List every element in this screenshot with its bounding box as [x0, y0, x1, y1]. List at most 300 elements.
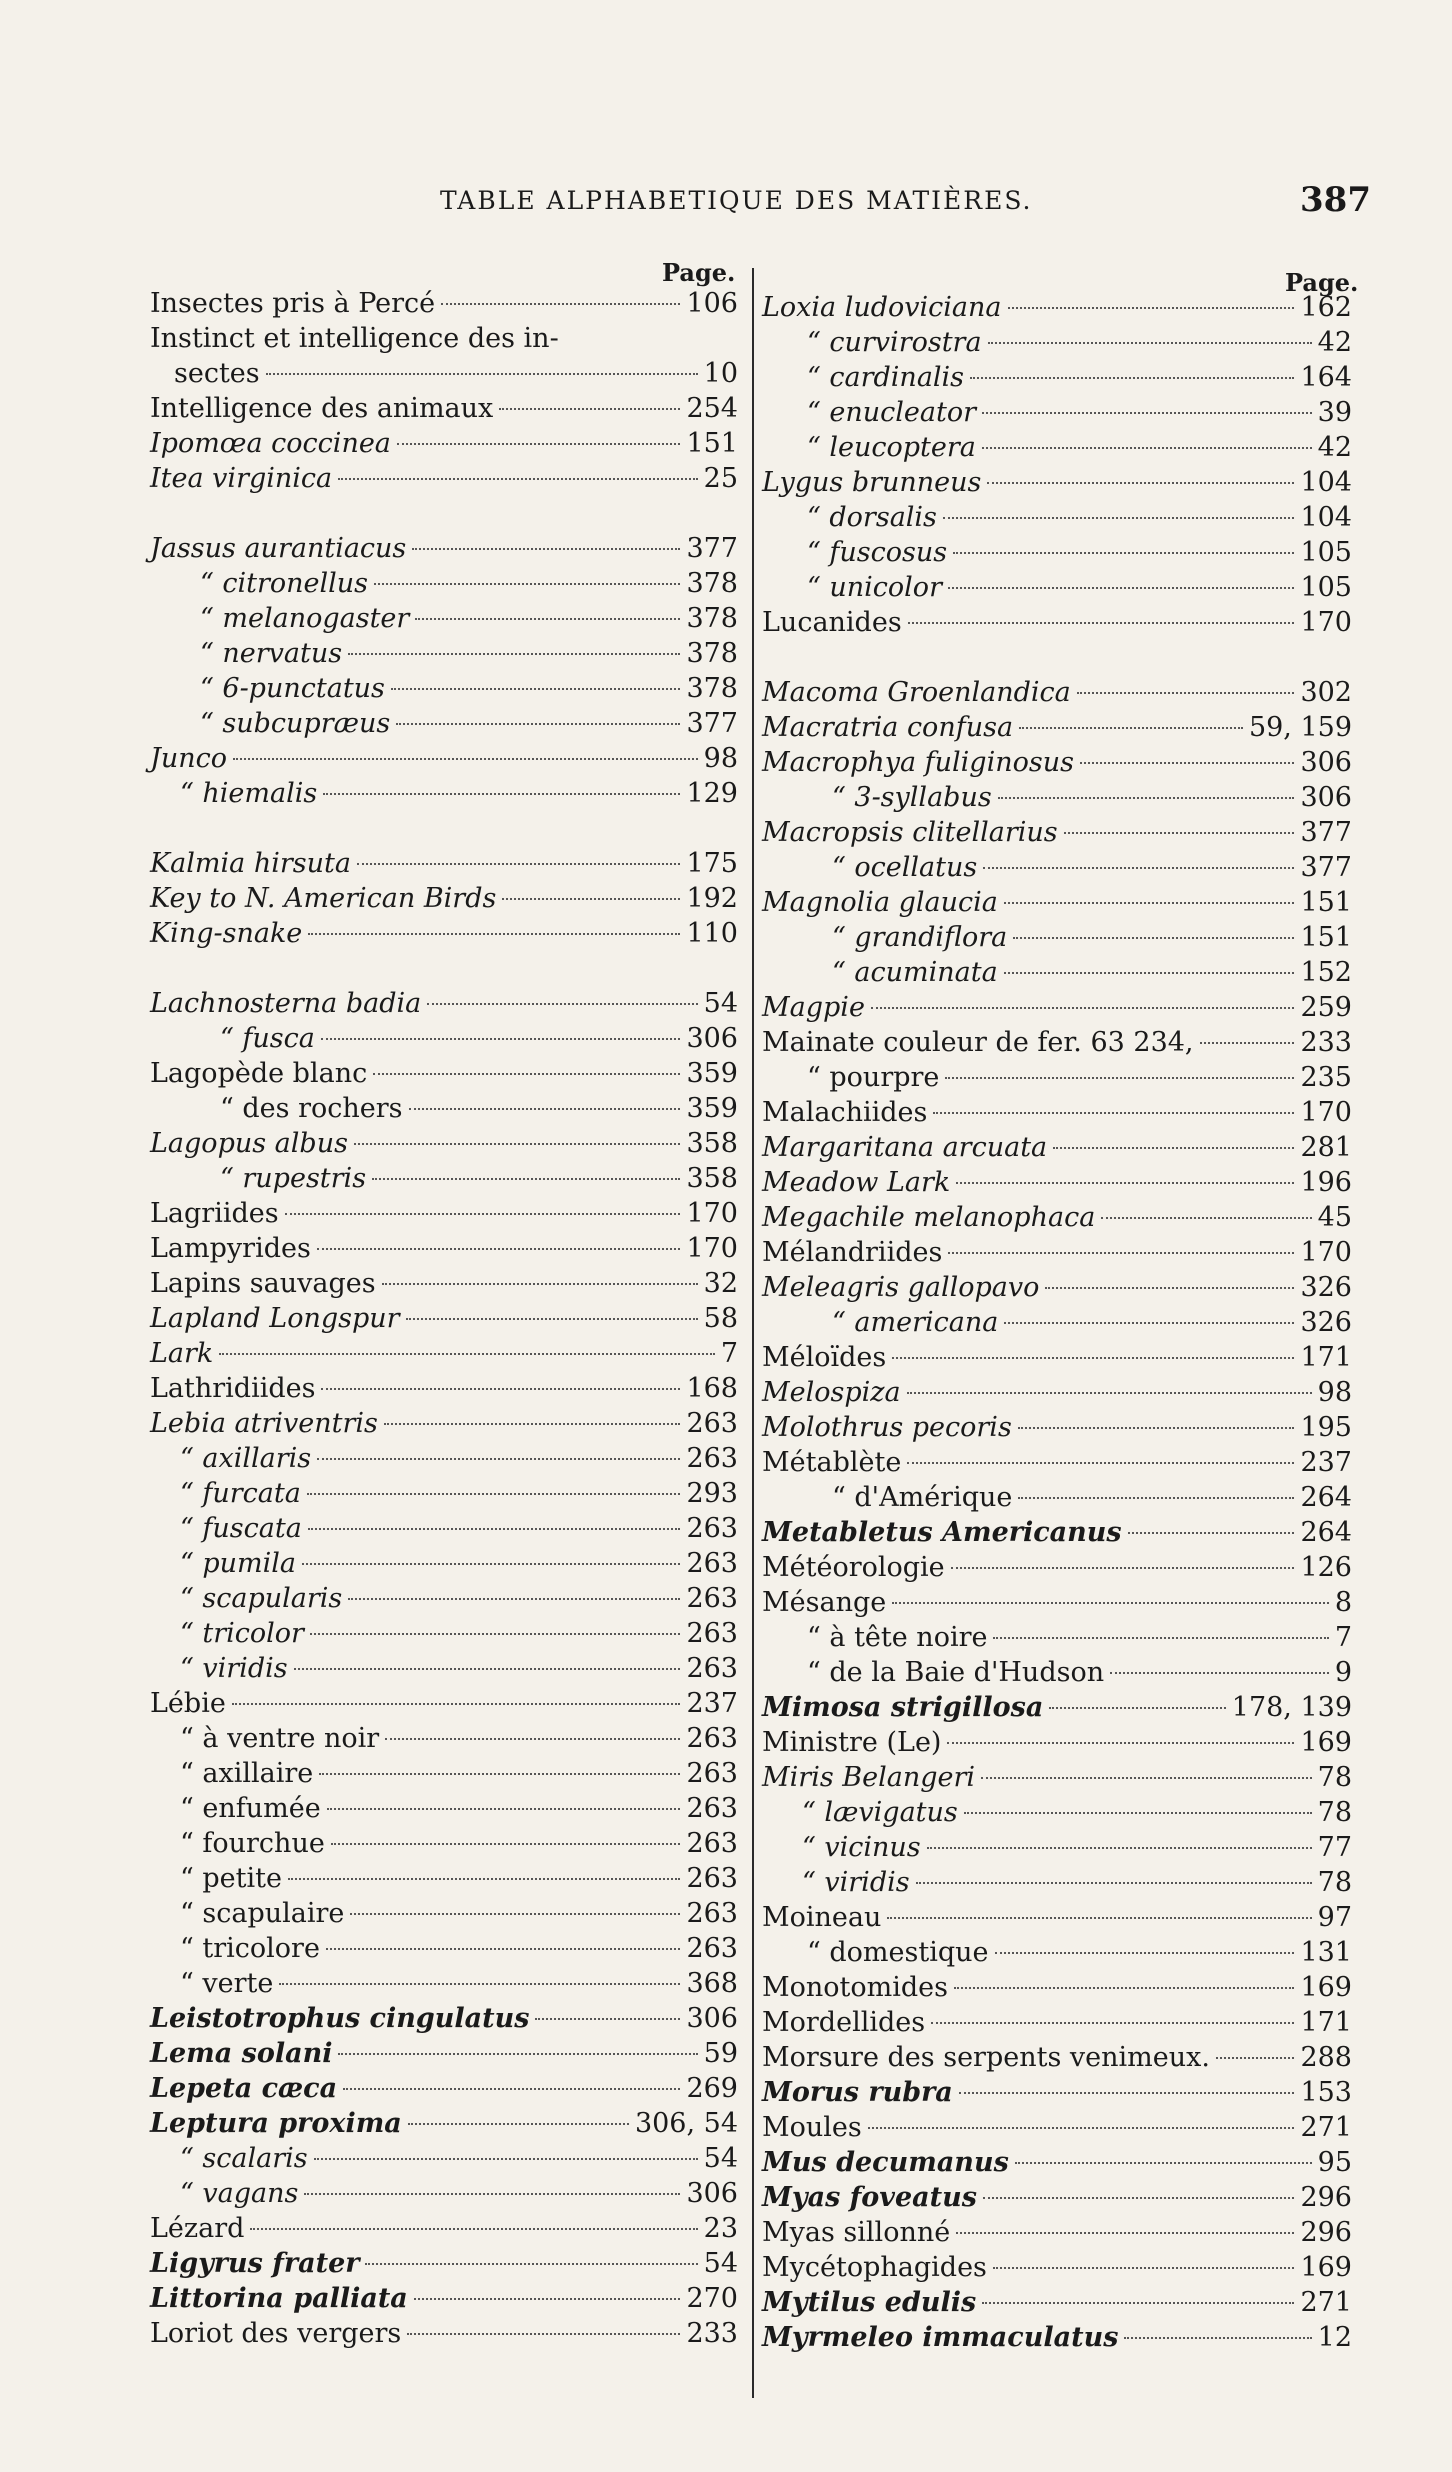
- dot-leader: [983, 867, 1294, 869]
- entry-page: 98: [703, 743, 738, 774]
- index-entry: [762, 1410, 1352, 1445]
- entry-page: 359: [686, 1093, 738, 1124]
- dot-leader: [323, 793, 680, 795]
- dot-leader: [953, 552, 1294, 554]
- dot-leader: [1077, 692, 1295, 694]
- dot-leader: [998, 797, 1295, 799]
- dot-leader: [1015, 2162, 1312, 2164]
- dot-leader: [1004, 902, 1295, 904]
- entry-page: 129: [686, 778, 738, 809]
- entry-term: Lathridiides: [150, 1373, 316, 1404]
- entry-page: 378: [686, 638, 738, 669]
- index-entry: [762, 1200, 1352, 1235]
- dot-leader: [868, 2127, 1295, 2129]
- dot-leader: [1080, 762, 1295, 764]
- entry-page: 59, 159: [1248, 712, 1352, 743]
- entry-page: 263: [686, 1758, 738, 1789]
- dot-leader: [1200, 1042, 1295, 1044]
- dot-leader: [412, 548, 680, 550]
- index-entry: [150, 846, 738, 881]
- entry-term: Malachiides: [762, 1097, 928, 1128]
- dot-leader: [373, 1073, 680, 1075]
- entry-page: 263: [686, 1898, 738, 1929]
- index-entry: [150, 1476, 738, 1511]
- dot-leader: [983, 2197, 1294, 2199]
- entry-term: Morus rubra: [762, 2077, 953, 2108]
- index-entry: [150, 1406, 738, 1441]
- entry-page: 104: [1300, 467, 1352, 498]
- entry-term: “ viridis: [180, 1653, 288, 1684]
- index-entry: [150, 881, 738, 916]
- dot-leader: [993, 1637, 1328, 1639]
- entry-term: Mésange: [762, 1587, 887, 1618]
- dot-leader: [995, 1952, 1295, 1954]
- entry-page: 12: [1317, 2322, 1352, 2353]
- dot-leader: [1110, 1672, 1329, 1674]
- entry-page: 271: [1300, 2287, 1352, 2318]
- dot-leader: [307, 1493, 681, 1495]
- entry-page: 10: [703, 358, 738, 389]
- dot-leader: [1053, 1147, 1294, 1149]
- entry-term: “ à tête noire: [807, 1622, 988, 1653]
- entry-term: Key to N. American Birds: [150, 883, 497, 914]
- index-entry: [762, 2145, 1352, 2180]
- entry-term: Miris Belangeri: [762, 1762, 976, 1793]
- dot-leader: [948, 1252, 1294, 1254]
- dot-leader: [892, 1602, 1329, 1604]
- index-entry: [762, 1725, 1352, 1760]
- dot-leader: [304, 2193, 680, 2195]
- dot-leader: [970, 377, 1294, 379]
- dot-leader: [987, 482, 1294, 484]
- index-entry: [150, 1966, 738, 2001]
- entry-page: 281: [1300, 1132, 1352, 1163]
- index-entry: [762, 1060, 1352, 1095]
- entry-page: 104: [1300, 502, 1352, 533]
- entry-page: 7: [1334, 1622, 1352, 1653]
- dot-leader: [232, 1703, 681, 1705]
- entry-page: 178, 139: [1231, 1692, 1352, 1723]
- index-entry: [762, 2320, 1352, 2355]
- entry-term: “ fuscosus: [807, 537, 948, 568]
- entry-term: King-snake: [150, 918, 303, 949]
- dot-leader: [1013, 937, 1294, 939]
- index-entry: [150, 2036, 738, 2071]
- dot-leader: [338, 478, 698, 480]
- index-entry: [150, 1791, 738, 1826]
- index-entry: [150, 2141, 738, 2176]
- index-entry: [762, 2040, 1352, 2075]
- entry-page: 8: [1334, 1587, 1352, 1618]
- index-entry: [150, 986, 738, 1021]
- index-entry: [150, 2001, 738, 2036]
- entry-page: 293: [686, 1478, 738, 1509]
- entry-term: Lagopus albus: [150, 1128, 348, 1159]
- entry-term: “ tricolor: [180, 1618, 304, 1649]
- index-entry: [150, 1161, 738, 1196]
- entry-page: 263: [686, 1548, 738, 1579]
- entry-page: 54: [703, 2248, 738, 2279]
- dot-leader: [348, 1598, 680, 1600]
- dot-leader: [988, 342, 1312, 344]
- index-entry: [150, 1371, 738, 1406]
- entry-term: Mycétophagides: [762, 2252, 987, 2283]
- dot-leader: [948, 587, 1294, 589]
- entry-term: Ministre (Le): [762, 1727, 942, 1758]
- dot-leader: [385, 1738, 680, 1740]
- entry-page: 97: [1317, 1902, 1352, 1933]
- index-entry: [762, 1340, 1352, 1375]
- index-entry: [762, 1690, 1352, 1725]
- entry-term: “ rupestris: [220, 1163, 367, 1194]
- entry-term: “ à ventre noir: [180, 1723, 380, 1754]
- dot-leader: [302, 1563, 680, 1565]
- entry-page: 45: [1317, 1202, 1352, 1233]
- index-entry: [150, 1126, 738, 1161]
- dot-leader: [956, 2232, 1294, 2234]
- index-entry: [762, 2215, 1352, 2250]
- index-entry: [762, 1095, 1352, 1130]
- index-entry: [150, 1721, 738, 1756]
- entry-page: 42: [1317, 327, 1352, 358]
- entry-page: 263: [686, 1583, 738, 1614]
- entry-term: “ 3-syllabus: [832, 782, 992, 813]
- index-entry: [150, 1896, 738, 1931]
- index-entry: [150, 1756, 738, 1791]
- index-entry: [150, 671, 738, 706]
- dot-leader: [892, 1357, 1294, 1359]
- entry-term: “ 6-punctatus: [200, 673, 385, 704]
- index-entry: [762, 1235, 1352, 1270]
- entry-page: 170: [1300, 1097, 1352, 1128]
- index-entry: [762, 745, 1352, 780]
- entry-page: 233: [686, 2318, 738, 2349]
- entry-term: “ axillaris: [180, 1443, 312, 1474]
- entry-page: 263: [686, 1933, 738, 1964]
- dot-leader: [279, 1983, 680, 1985]
- entry-page: 302: [1300, 677, 1352, 708]
- entry-term: “ unicolor: [807, 572, 942, 603]
- entry-page: 306: [1300, 747, 1352, 778]
- entry-page: 263: [686, 1828, 738, 1859]
- index-entry: [150, 1581, 738, 1616]
- entry-term: Itea virginica: [150, 463, 333, 494]
- index-entry: [150, 916, 738, 951]
- entry-page: 358: [686, 1163, 738, 1194]
- dot-leader: [1008, 307, 1295, 309]
- entry-page: 377: [1300, 817, 1352, 848]
- entry-page: 306: [686, 2003, 738, 2034]
- index-entry: [762, 815, 1352, 850]
- index-entry: [150, 2246, 738, 2281]
- entry-page: 153: [1300, 2077, 1352, 2108]
- entry-term: Leistotrophus cingulatus: [150, 2003, 530, 2034]
- entry-page: 151: [1300, 887, 1352, 918]
- index-entry: [150, 1441, 738, 1476]
- entry-term: “ viridis: [802, 1867, 910, 1898]
- entry-term: Lebia atriventris: [150, 1408, 378, 1439]
- entry-term: Morsure des serpents venimeux.: [762, 2042, 1210, 2073]
- dot-leader: [308, 1528, 681, 1530]
- entry-term: Margaritana arcuata: [762, 1132, 1048, 1163]
- dot-leader: [266, 373, 698, 375]
- entry-term: “ cardinalis: [807, 362, 965, 393]
- entry-term: “ verte: [180, 1968, 274, 1999]
- entry-term: “ enfumée: [180, 1793, 321, 1824]
- dot-leader: [414, 2298, 681, 2300]
- dot-leader: [502, 898, 680, 900]
- dot-leader: [319, 1773, 680, 1775]
- dot-leader: [396, 723, 680, 725]
- entry-page: 306: [686, 2178, 738, 2209]
- entry-term: Insectes pris à Percé: [150, 288, 436, 319]
- entry-page: 264: [1300, 1517, 1352, 1548]
- index-entry: [150, 2316, 738, 2351]
- entry-term: Littorina palliata: [150, 2283, 408, 2314]
- entry-term: Myrmeleo immaculatus: [762, 2322, 1119, 2353]
- entry-page: 54: [703, 988, 738, 1019]
- page-title: TABLE ALPHABETIQUE DES MATIÈRES.: [440, 186, 1033, 215]
- entry-term: Instinct et intelligence des in-: [150, 323, 559, 354]
- entry-page: 326: [1300, 1307, 1352, 1338]
- entry-term: Météorologie: [762, 1552, 945, 1583]
- entry-term: Meleagris gallopavo: [762, 1272, 1040, 1303]
- index-entry: [762, 1795, 1352, 1830]
- index-entry: [150, 2071, 738, 2106]
- entry-page: 270: [686, 2283, 738, 2314]
- entry-term: “ petite: [180, 1863, 282, 1894]
- entry-page: 263: [686, 1618, 738, 1649]
- entry-page: 42: [1317, 432, 1352, 463]
- dot-leader: [348, 653, 680, 655]
- entry-term: “ subcupræus: [200, 708, 391, 739]
- index-entry: [762, 2285, 1352, 2320]
- entry-page: 378: [686, 603, 738, 634]
- entry-term: Magpie: [762, 992, 865, 1023]
- entry-term: Myas sillonné: [762, 2217, 951, 2248]
- dot-leader: [409, 1108, 681, 1110]
- entry-page: 171: [1300, 1342, 1352, 1373]
- dot-leader: [907, 1392, 1312, 1394]
- entry-page: 263: [686, 1793, 738, 1824]
- entry-page: 233: [1300, 1027, 1352, 1058]
- column-divider: [752, 268, 754, 2398]
- entry-page: 7: [720, 1338, 738, 1369]
- entry-page: 23: [703, 2213, 738, 2244]
- entry-page: 263: [686, 1653, 738, 1684]
- index-entry: [150, 776, 738, 811]
- entry-page: 95: [1317, 2147, 1352, 2178]
- index-entry: [762, 1655, 1352, 1690]
- entry-term: Métablète: [762, 1447, 902, 1478]
- dot-leader: [308, 933, 680, 935]
- entry-page: 306: [1300, 782, 1352, 813]
- index-entry: [150, 1231, 738, 1266]
- entry-page: 254: [686, 393, 738, 424]
- page-number: 387: [1300, 180, 1371, 220]
- dot-leader: [1128, 1532, 1295, 1534]
- entry-page: 169: [1300, 1727, 1352, 1758]
- entry-page: 169: [1300, 2252, 1352, 2283]
- dot-leader: [326, 1948, 681, 1950]
- entry-term: sectes: [174, 358, 260, 389]
- dot-leader: [1004, 972, 1295, 974]
- dot-leader: [956, 1182, 1294, 1184]
- entry-term: Lézard: [150, 2213, 245, 2244]
- dot-leader: [927, 1847, 1312, 1849]
- index-entry: [150, 321, 738, 356]
- entry-page: 358: [686, 1128, 738, 1159]
- entry-page: 171: [1300, 2007, 1352, 2038]
- index-entry: [762, 1550, 1352, 1585]
- entry-term: “ fuscata: [180, 1513, 302, 1544]
- entry-term: “ hiemalis: [180, 778, 318, 809]
- index-entry: [150, 1511, 738, 1546]
- entry-term: Meadow Lark: [762, 1167, 951, 1198]
- entry-term: “ pumila: [180, 1548, 297, 1579]
- dot-leader: [1018, 1427, 1295, 1429]
- dot-leader: [871, 1007, 1295, 1009]
- entry-term: Melospiza: [762, 1377, 901, 1408]
- entry-page: 271: [1300, 2112, 1352, 2143]
- dot-leader: [499, 408, 680, 410]
- index-entry: [762, 535, 1352, 570]
- index-entry: [150, 356, 738, 391]
- index-entry: [150, 1196, 738, 1231]
- entry-page: 9: [1334, 1657, 1352, 1688]
- dot-leader: [1101, 1217, 1311, 1219]
- entry-page: 263: [686, 1863, 738, 1894]
- entry-page: 170: [686, 1198, 738, 1229]
- entry-term: Lema solani: [150, 2038, 333, 2069]
- right-column-header: Page.: [1285, 268, 1359, 297]
- entry-term: “ axillaire: [180, 1758, 314, 1789]
- index-entry: [762, 1305, 1352, 1340]
- entry-term: Intelligence des animaux: [150, 393, 494, 424]
- entry-term: Mordellides: [762, 2007, 926, 2038]
- entry-page: 170: [1300, 1237, 1352, 1268]
- entry-page: 152: [1300, 957, 1352, 988]
- dot-leader: [354, 1143, 681, 1145]
- entry-term: Macratria confusa: [762, 712, 1014, 743]
- index-entry: [762, 430, 1352, 465]
- entry-term: “ citronellus: [200, 568, 369, 599]
- entry-page: 264: [1300, 1482, 1352, 1513]
- entry-term: Monotomides: [762, 1972, 949, 2003]
- entry-term: Lébie: [150, 1688, 226, 1719]
- entry-term: Moules: [762, 2112, 862, 2143]
- index-entry: [762, 605, 1352, 640]
- dot-leader: [391, 688, 681, 690]
- index-entry: [150, 2281, 738, 2316]
- entry-page: 306, 54: [634, 2108, 738, 2139]
- dot-leader: [317, 1458, 680, 1460]
- entry-term: Lapins sauvages: [150, 1268, 376, 1299]
- entry-term: Loriot des vergers: [150, 2318, 402, 2349]
- entry-page: 162: [1300, 292, 1352, 323]
- entry-page: 263: [686, 1408, 738, 1439]
- dot-leader: [931, 2022, 1294, 2024]
- entry-term: Mélandriides: [762, 1237, 943, 1268]
- dot-leader: [887, 1917, 1311, 1919]
- index-entry: [762, 1480, 1352, 1515]
- index-entry: [762, 1375, 1352, 1410]
- entry-page: 269: [686, 2073, 738, 2104]
- entry-page: 151: [686, 428, 738, 459]
- entry-term: “ des rochers: [220, 1093, 403, 1124]
- dot-leader: [314, 2158, 698, 2160]
- index-entry: [150, 1336, 738, 1371]
- entry-page: 59: [703, 2038, 738, 2069]
- dot-leader: [338, 2053, 697, 2055]
- entry-term: “ ocellatus: [832, 852, 978, 883]
- entry-term: “ nervatus: [200, 638, 343, 669]
- index-entry: [762, 2005, 1352, 2040]
- index-entry: [762, 1900, 1352, 1935]
- index-entry: [762, 920, 1352, 955]
- dot-leader: [982, 447, 1312, 449]
- index-entry: [150, 426, 738, 461]
- entry-page: 263: [686, 1723, 738, 1754]
- index-entry: [762, 780, 1352, 815]
- index-entry: [150, 1021, 738, 1056]
- left-column-header: Page.: [662, 258, 736, 287]
- dot-leader: [1018, 1497, 1294, 1499]
- entry-page: 131: [1300, 1937, 1352, 1968]
- index-entry: [762, 1270, 1352, 1305]
- entry-page: 296: [1300, 2217, 1352, 2248]
- dot-leader: [321, 1388, 680, 1390]
- entry-term: “ fourchue: [180, 1828, 325, 1859]
- dot-leader: [350, 1913, 680, 1915]
- entry-term: “ scapulaire: [180, 1898, 345, 1929]
- dot-leader: [982, 412, 1312, 414]
- dot-leader: [294, 1668, 681, 1670]
- dot-leader: [357, 863, 681, 865]
- dot-leader: [993, 2267, 1295, 2269]
- index-entry: [762, 1585, 1352, 1620]
- entry-term: Lachnosterna badia: [150, 988, 422, 1019]
- entry-term: “ scapularis: [180, 1583, 343, 1614]
- index-entry: [762, 955, 1352, 990]
- dot-leader: [219, 1353, 715, 1355]
- dot-leader: [982, 2302, 1294, 2304]
- index-entry: [762, 1445, 1352, 1480]
- entry-term: “ acuminata: [832, 957, 998, 988]
- entry-page: 170: [686, 1233, 738, 1264]
- entry-term: Lampyrides: [150, 1233, 311, 1264]
- dot-leader: [331, 1843, 681, 1845]
- entry-term: Kalmia hirsuta: [150, 848, 351, 879]
- dot-leader: [947, 1742, 1294, 1744]
- dot-leader: [407, 2333, 680, 2335]
- dot-leader: [441, 303, 680, 305]
- entry-term: Ligyrus frater: [150, 2248, 360, 2279]
- entry-page: 170: [1300, 607, 1352, 638]
- entry-term: “ vicinus: [802, 1832, 921, 1863]
- dot-leader: [372, 1178, 680, 1180]
- entry-page: 169: [1300, 1972, 1352, 2003]
- index-entry: [150, 391, 738, 426]
- entry-page: 195: [1300, 1412, 1352, 1443]
- entry-term: Mimosa strigillosa: [762, 1692, 1044, 1723]
- dot-leader: [288, 1878, 680, 1880]
- index-entry: [762, 2075, 1352, 2110]
- entry-page: 105: [1300, 537, 1352, 568]
- dot-leader: [374, 583, 680, 585]
- dot-leader: [1004, 1322, 1294, 1324]
- entry-term: “ d'Amérique: [832, 1482, 1013, 1513]
